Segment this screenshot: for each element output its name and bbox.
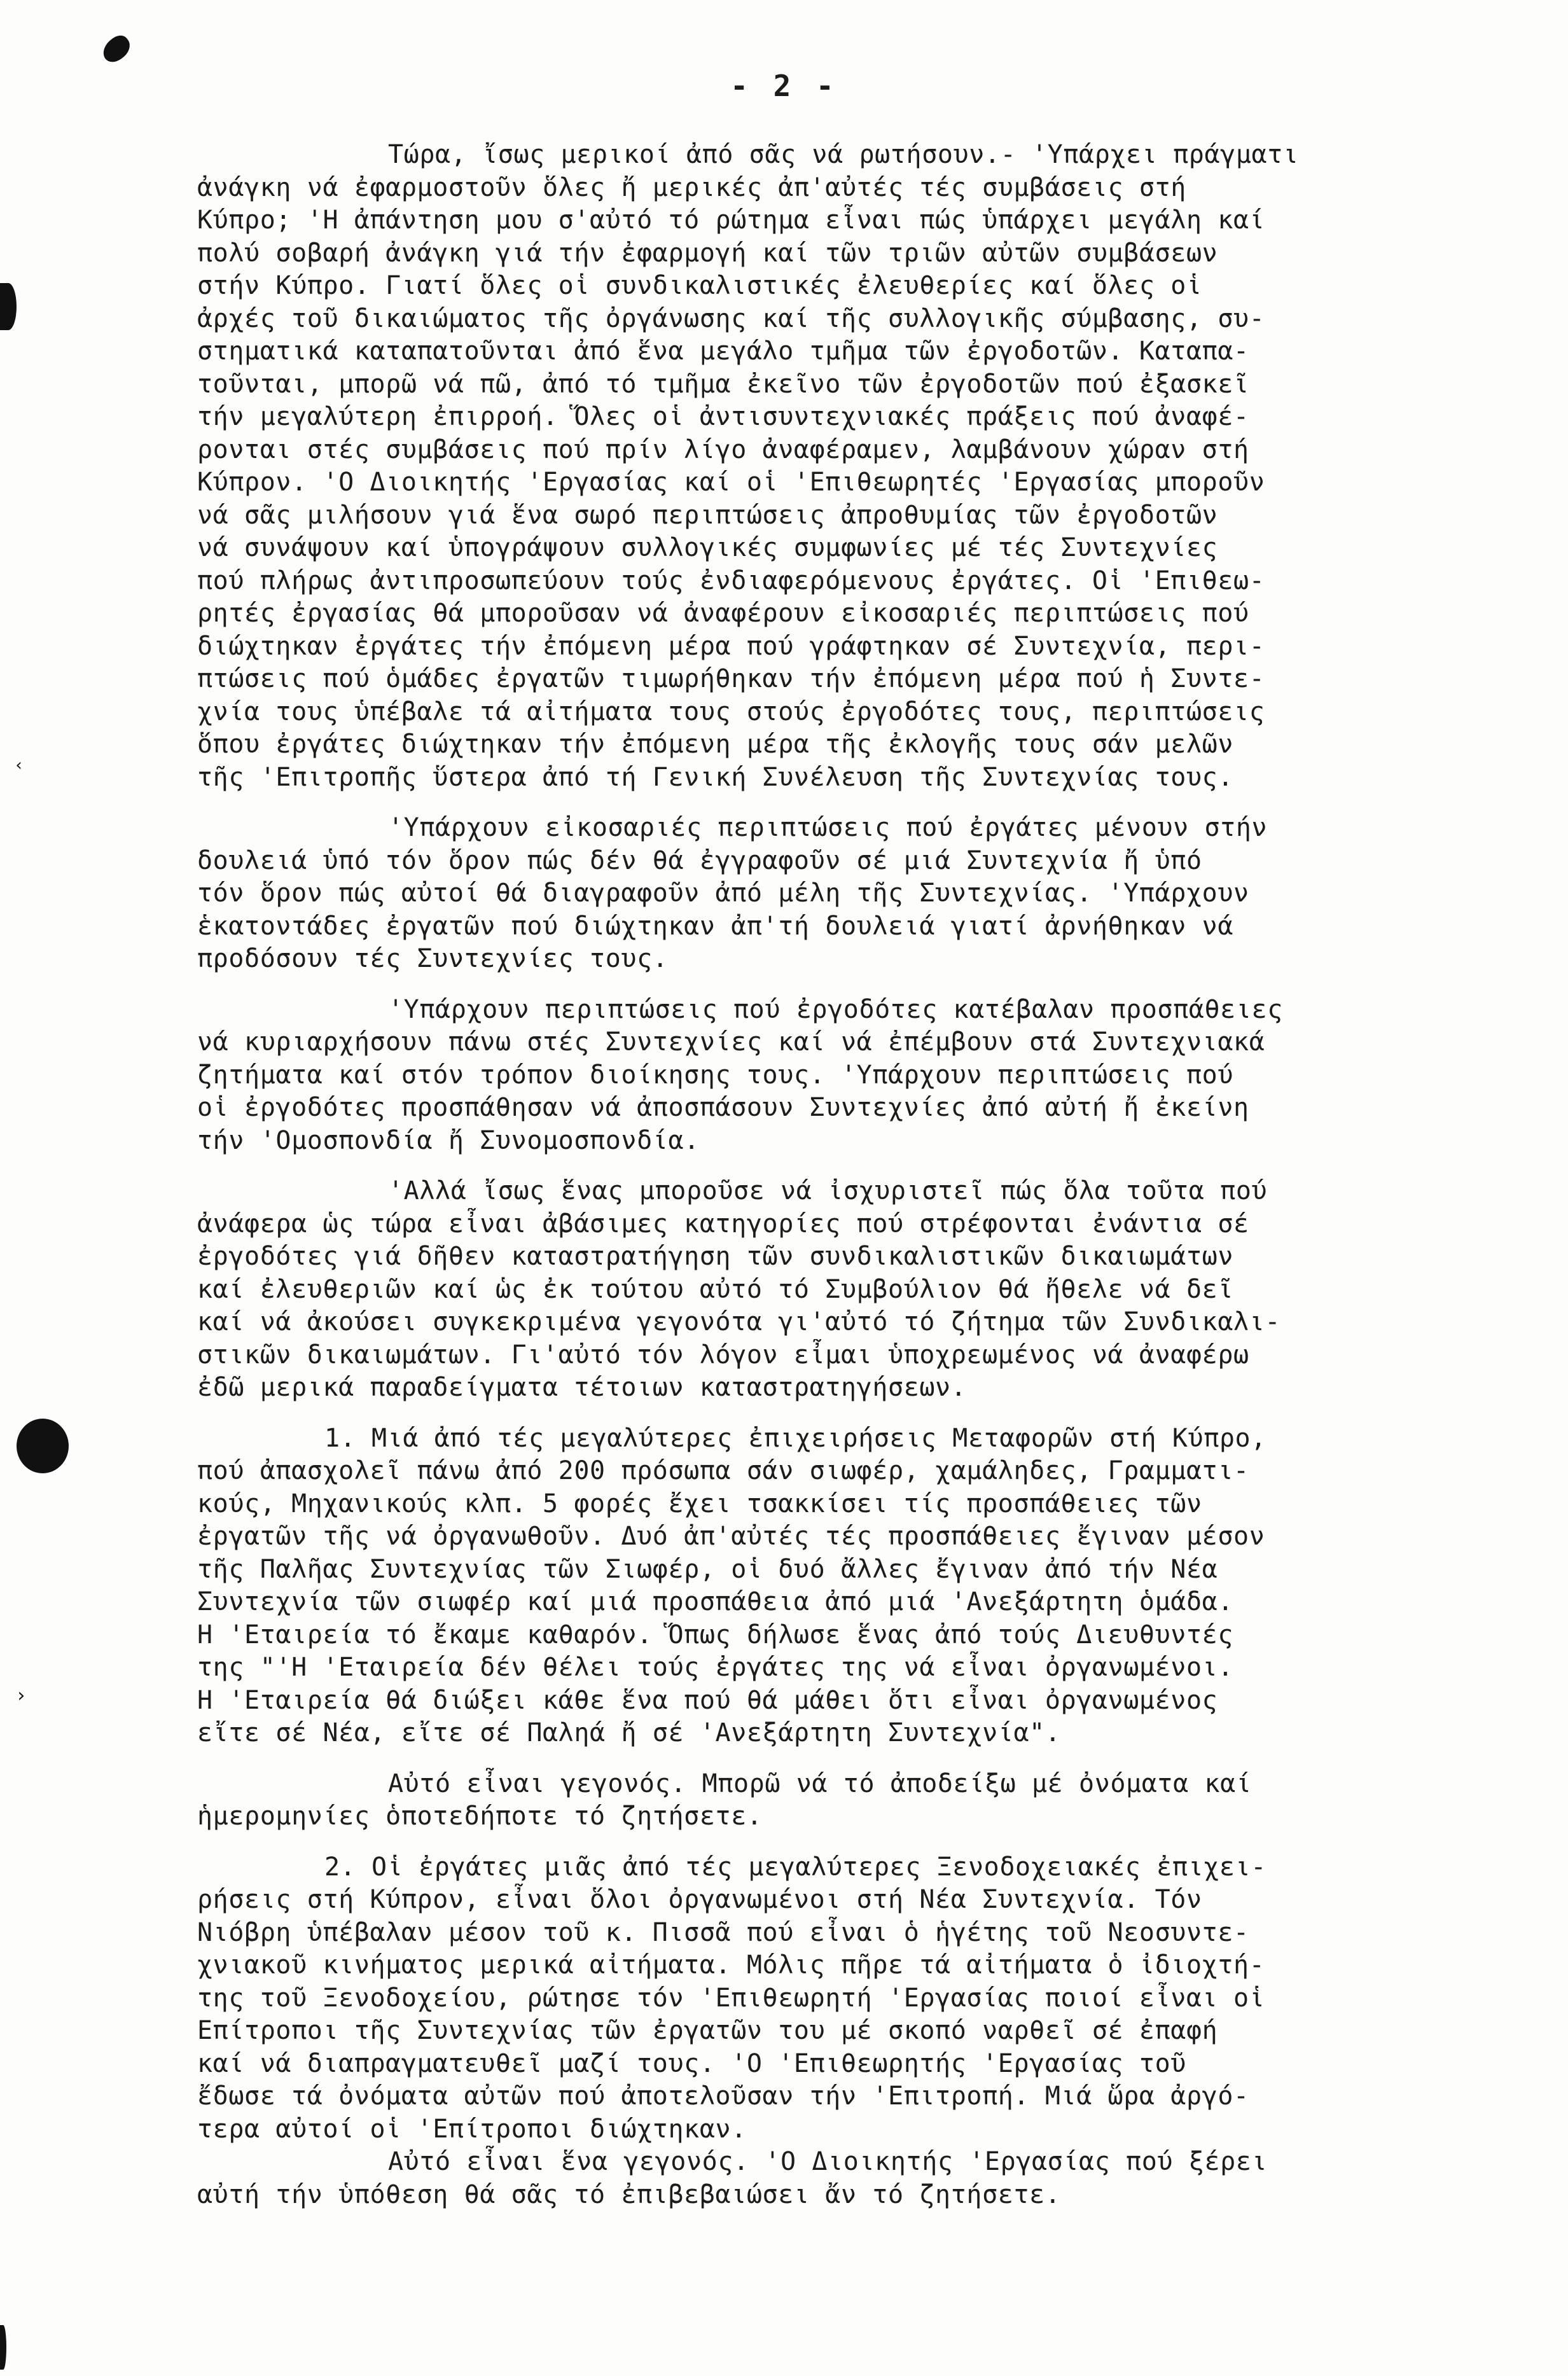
text-line: πού πλήρως ἀντιπροσωπεύουν τούς ἐνδιαφερόμενους ἐργάτες. Οἱ 'Επιθεω- [197,566,1265,595]
text-line: της τοῦ Ξενοδοχείου, ρώτησε τόν 'Επιθεωρητή 'Εργασίας ποιοί εἶναι οἱ [197,1983,1265,2013]
text-line: τοῦνται, μπορῶ νά πῶ, ἀπό τό τμῆμα ἐκεῖνο τῶν ἐργοδοτῶν πού ἐξασκεῖ [197,369,1249,399]
text-line: Αὐτό εἶναι γεγονός. Μπορῶ νά τό ἀποδείξω μέ ὀνόματα καί [388,1768,1252,1798]
text-line: στήν Κύπρο. Γιατί ὅλες οἱ συνδικαλιστικές ἐλευθερίες καί ὅλες οἱ [197,271,1202,300]
text-line: καί ἐλευθεριῶν καί ὡς ἐκ τούτου αὐτό τό Συμβούλιον θά ἤθελε νά δεῖ [197,1274,1234,1304]
paragraph [197,994,1520,1158]
scan-edge-mark [0,2325,6,2370]
page-number: - 2 - [730,69,838,103]
text-line: τῆς Παλῆας Συντεχνίας τῶν Σιωφέρ, οἱ δυό ἄλλες ἔγιναν ἀπό τήν Νέα [197,1554,1218,1584]
text-line: στικῶν δικαιωμάτων. Γι'αὐτό τόν λόγον εἶμαι ὑποχρεωμένος νά ἀναφέρω [197,1340,1249,1370]
text-line: Νιόβρη ὑπέβαλαν μέσον τοῦ κ. Πισσᾶ πού εἶναι ὁ ἡγέτης τοῦ Νεοσυντε- [197,1917,1249,1947]
text-line: χνιακοῦ κινήματος μερικά αἰτήματα. Μόλις πῆρε τά αἰτήματα ὁ ἰδιοχτή- [197,1950,1265,1980]
scan-edge-mark: › [15,1685,27,1707]
text-line: ἀρχές τοῦ δικαιώματος τῆς ὀργάνωσης καί τῆς συλλογικῆς σύμβασης, συ- [197,303,1265,333]
text-line: 1. Μιά ἀπό τές μεγαλύτερες ἐπιχειρήσεις Μεταφορῶν στή Κύπρο, [324,1423,1266,1453]
text-line: 'Υπάρχουν περιπτώσεις πού ἐργοδότες κατέβαλαν προσπάθειες [388,994,1283,1024]
text-line: Η 'Εταιρεία θά διώξει κάθε ἕνα πού θά μάθει ὅτι εἶναι ὀργανωμένος [197,1685,1218,1715]
text-line: ἀνάφερα ὡς τώρα εἶναι ἀβάσιμες κατηγορίες πού στρέφονται ἐνάντια σέ [197,1209,1249,1239]
text-line: ἐργοδότες γιά δῆθεν καταστρατήγηση τῶν συνδικαλιστικῶν δικαιωμάτων [197,1242,1234,1271]
text-line: πού ἀπασχολεῖ πάνω ἀπό 200 πρόσωπα σάν σιωφέρ, χαμάληδες, Γραμματι- [197,1456,1249,1485]
text-line: δουλειά ὑπό τόν ὅρον πώς δέν θά ἐγγραφοῦν σέ μιά Συντεχνία ἤ ὑπό [197,845,1202,875]
text-line: ἀνάγκη νά ἐφαρμοστοῦν ὅλες ἤ μερικές ἀπ'αὐτές τές συμβάσεις στή [197,172,1186,202]
text-line: χνία τους ὑπέβαλε τά αἰτήματα τους στούς ἐργοδότες τους, περιπτώσεις [197,697,1265,726]
text-line: ζητήματα καί στόν τρόπον διοίκησης τους. 'Υπάρχουν περιπτώσεις πού [197,1060,1234,1090]
text-line: τήν μεγαλύτερη ἐπιρροή. Ὅλες οἱ ἀντισυντεχνιακές πράξεις πού ἀναφέ- [197,402,1249,431]
text-line: ἑκατοντάδες ἐργατῶν πού διώχτηκαν ἀπ'τή δουλειά γιατί ἀρνήθηκαν νά [197,911,1234,941]
text-line: Συντεχνία τῶν σιωφέρ καί μιά προσπάθεια ἀπό μιά 'Ανεξάρτητη ὁμάδα. [197,1587,1234,1616]
text-line: Κύπρον. 'Ο Διοικητής 'Εργασίας καί οἱ 'Επιθεωρητές 'Εργασίας μποροῦν [197,468,1265,497]
paragraph [197,139,1520,794]
text-line: στηματικά καταπατοῦνται ἀπό ἕνα μεγάλο τμῆμα τῶν ἐργοδοτῶν. Καταπα- [197,337,1249,366]
text-line: καί νά διαπραγματευθεῖ μαζί τους. 'Ο 'Επιθεωρητής 'Εργασίας τοῦ [197,2048,1186,2078]
text-line: νά κυριαρχήσουν πάνω στές Συντεχνίες καί νά ἐπέμβουν στά Συντεχνιακά [197,1027,1265,1057]
text-line: εἴτε σέ Νέα, εἴτε σέ Παληά ἤ σέ 'Ανεξάρτητη Συντεχνία". [197,1718,1061,1747]
text-line: πτώσεις πού ὁμάδες ἐργατῶν τιμωρήθηκαν τήν ἐπόμενη μέρα πού ἡ Συντε- [197,664,1265,693]
text-line: ρητές ἐργασίας θά μποροῦσαν νά ἀναφέρουν εἰκοσαριές περιπτώσεις πού [197,599,1249,628]
paragraph [197,1851,1520,2212]
text-line: της "'Η 'Εταιρεία δέν θέλει τούς ἐργάτες της νά εἶναι ὀργανωμένοι. [197,1653,1234,1682]
text-line: ρονται στές συμβάσεις πού πρίν λίγο ἀναφέραμεν, λαμβάνουν χώραν στή [197,434,1249,464]
paragraph [197,1175,1520,1405]
body-text [197,139,1520,2229]
text-line: ὅπου ἐργάτες διώχτηκαν τήν ἐπόμενη μέρα τῆς ἐκλογῆς τους σάν μελῶν [197,730,1234,759]
text-line: τερα αὐτοί οἱ 'Επίτροποι διώχτηκαν. [197,2114,747,2144]
text-line: νά συνάψουν καί ὑπογράψουν συλλογικές συμφωνίες μέ τές Συντεχνίες [197,533,1218,562]
text-line: διώχτηκαν ἐργάτες τήν ἐπόμενη μέρα πού γράφτηκαν σέ Συντεχνία, περι- [197,631,1265,661]
text-line: ἡμερομηνίες ὁποτεδήποτε τό ζητήσετε. [197,1802,763,1831]
text-line: ἐδῶ μερικά παραδείγματα τέτοιων καταστρατηγήσεων. [197,1373,967,1402]
text-line: Αὐτό εἶναι ἕνα γεγονός. 'Ο Διοικητής 'Εργασίας πού ξέρει [388,2147,1268,2176]
paragraph [197,812,1520,976]
text-line: πολύ σοβαρή ἀνάγκη γιά τήν ἐφαρμογή καί τῶν τριῶν αὐτῶν συμβάσεων [197,238,1218,268]
text-line: καί νά ἀκούσει συγκεκριμένα γεγονότα γι'αὐτό τό ζήτημα τῶν Συνδικαλι- [197,1307,1281,1337]
text-line: ρήσεις στή Κύπρον, εἶναι ὅλοι ὀργανωμένοι στή Νέα Συντεχνία. Τόν [197,1885,1202,1914]
text-line: νά σᾶς μιλήσουν γιά ἕνα σωρό περιπτώσεις ἀπροθυμίας τῶν ἐργοδοτῶν [197,500,1218,530]
text-line: 'Υπάρχουν εἰκοσαριές περιπτώσεις πού ἐργάτες μένουν στήν [388,813,1268,842]
text-line: ἐργατῶν τῆς νά ὀργανωθοῦν. Δυό ἀπ'αὐτές τές προσπάθειες ἔγιναν μέσον [197,1522,1265,1551]
text-line: ἔδωσε τά ὀνόματα αὐτῶν πού ἀποτελοῦσαν τήν 'Επιτροπή. Μιά ὥρα ἀργό- [197,2081,1249,2111]
text-line: Η 'Εταιρεία τό ἔκαμε καθαρόν. Ὅπως δήλωσε ἕνας ἀπό τούς Διευθυντές [197,1620,1234,1650]
scan-edge-mark [0,283,17,330]
text-line: 'Αλλά ἴσως ἕνας μποροῦσε νά ἰσχυριστεῖ πώς ὅλα τοῦτα πού [388,1176,1268,1205]
paragraph [197,1768,1520,1833]
text-line: Κύπρο; 'Η ἀπάντηση μου σ'αὐτό τό ρώτημα εἶναι πώς ὑπάρχει μεγάλη καί [197,205,1265,235]
text-line: κούς, Μηχανικούς κλπ. 5 φορές ἔχει τσακκίσει τίς προσπάθειες τῶν [197,1489,1202,1518]
paragraph [197,1422,1520,1750]
ink-blot [98,32,134,66]
text-line: αὐτή τήν ὑπόθεση θά σᾶς τό ἐπιβεβαιώσει ἄν τό ζητήσετε. [197,2179,1061,2209]
text-line: τήν 'Ομοσπονδία ἤ Συνομοσπονδία. [197,1125,700,1155]
text-line: Τώρα, ἴσως μερικοί ἀπό σᾶς νά ρωτήσουν.- 'Υπάρχει πράγματι [388,140,1299,169]
text-line: τῆς 'Επιτροπῆς ὕστερα ἀπό τή Γενική Συνέλευση τῆς Συντεχνίας τους. [197,762,1234,792]
text-line: Επίτροποι τῆς Συντεχνίας τῶν ἐργατῶν του μέ σκοπό ναρθεῖ σέ ἐπαφή [197,2016,1218,2045]
text-line: οἱ ἐργοδότες προσπάθησαν νά ἀποσπάσουν Συντεχνίες ἀπό αὐτή ἤ ἐκείνη [197,1093,1249,1122]
scan-edge-mark: ‹ [14,756,24,775]
text-line: τόν ὅρον πώς αὐτοί θά διαγραφοῦν ἀπό μέλη τῆς Συντεχνίας. 'Υπάρχουν [197,879,1249,908]
text-line: 2. Οἱ ἐργάτες μιᾶς ἀπό τές μεγαλύτερες Ξενοδοχειακές ἐπιχει- [324,1852,1266,1882]
text-line: προδόσουν τές Συντεχνίες τους. [197,944,669,973]
punch-hole [17,1419,69,1473]
